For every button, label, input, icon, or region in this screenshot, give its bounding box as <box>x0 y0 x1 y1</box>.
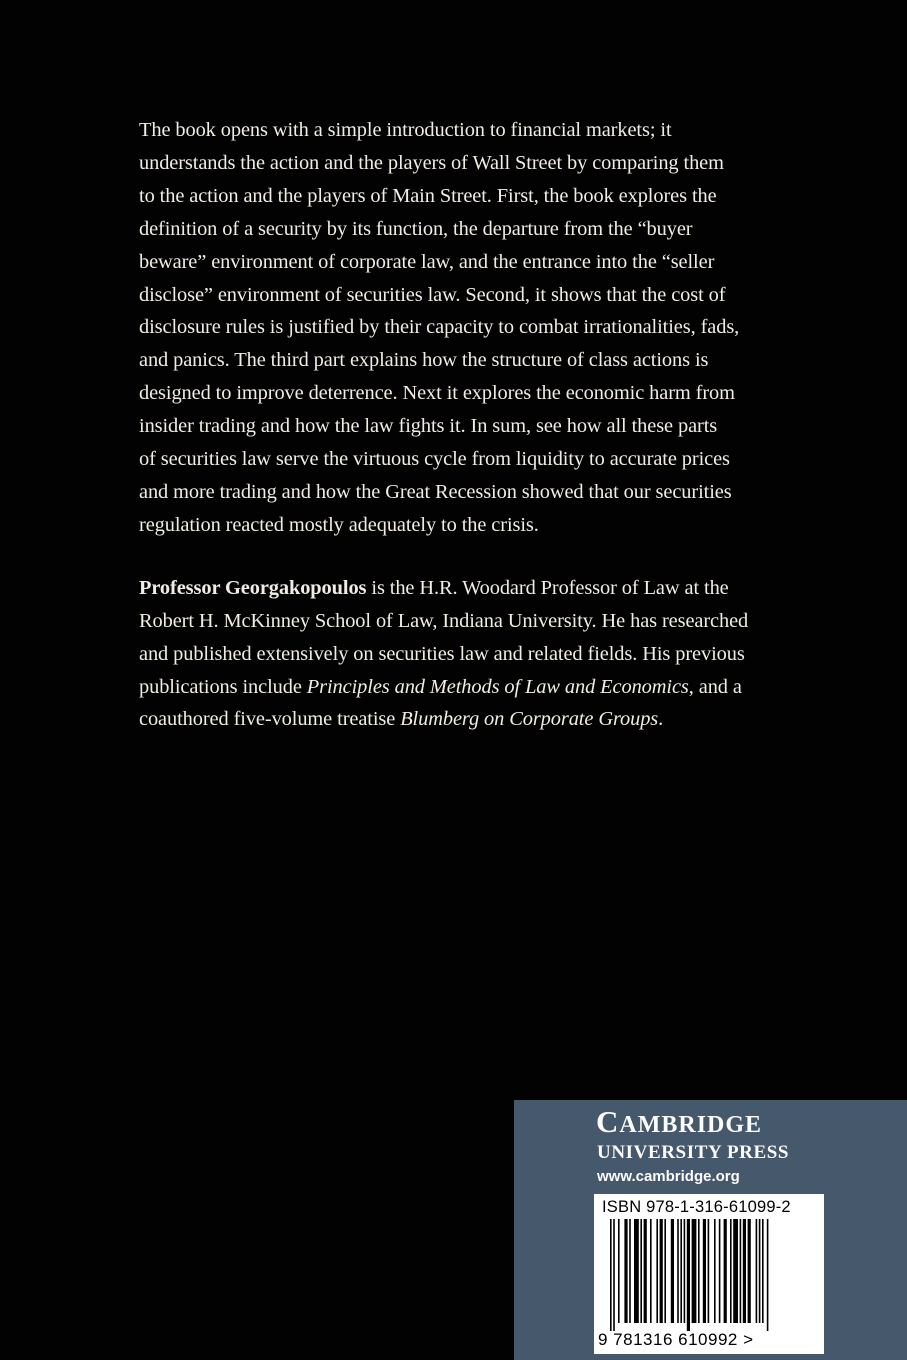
description-line: definition of a security by its function, the departure from the “buyer <box>139 217 693 240</box>
barcode-bar <box>719 1219 721 1323</box>
description-line: understands the action and the players of Wall Street by comparing them <box>139 151 724 174</box>
barcode-bar <box>644 1219 647 1323</box>
barcode-icon <box>600 1219 818 1331</box>
bio-line <box>139 703 799 736</box>
bio-line <box>139 671 799 704</box>
barcode-bar <box>724 1219 727 1323</box>
description-line: The book opens with a simple introduction to financial markets; it <box>139 119 672 141</box>
barcode-bar <box>698 1219 700 1323</box>
barcode-bar <box>680 1219 682 1323</box>
book-title: Blumberg on Corporate Groups <box>400 708 659 731</box>
barcode-bar <box>767 1219 769 1331</box>
description-line: of securities law serve the virtuous cycle from liquidity to accurate prices <box>139 448 730 471</box>
barcode-bar <box>650 1219 652 1323</box>
barcode-bar <box>640 1219 642 1323</box>
barcode-bar <box>692 1219 697 1323</box>
bio-line <box>139 572 799 605</box>
description-line: designed to improve deterrence. Next it explores the economic harm from <box>139 382 735 405</box>
bio-line: and published extensively on securities law and related fields. His previous <box>139 642 745 665</box>
bio-text: coauthored five-volume treatise <box>139 708 401 731</box>
barcode-bar <box>618 1219 620 1323</box>
description-line: and panics. The third part explains how the structure of class actions is <box>139 349 709 372</box>
description-line: to the action and the players of Main Street. First, the book explores the <box>139 184 717 207</box>
barcode-bar <box>733 1219 738 1323</box>
barcode-bar <box>687 1219 690 1331</box>
publisher-initial: C <box>596 1104 620 1139</box>
description-line: regulation reacted mostly adequately to the crisis. <box>139 513 539 536</box>
barcode-bar <box>629 1219 631 1323</box>
barcode-bar <box>743 1219 746 1323</box>
publisher-logo <box>596 1104 762 1140</box>
barcode-label <box>594 1194 824 1354</box>
barcode-bar <box>634 1219 639 1323</box>
description-line: disclosure rules is justified by their capacity to combat irrationalities, fads, <box>139 316 740 339</box>
author-name: Professor Georgakopoulos <box>139 576 367 599</box>
author-bio <box>139 572 799 737</box>
barcode-bar <box>714 1219 716 1323</box>
description-line: beware” environment of corporate law, and the entrance into the “seller <box>139 250 715 273</box>
book-title: Principles and Methods of Law and Economics <box>306 675 689 698</box>
publisher-name: AMBRIDGE <box>619 1112 763 1138</box>
barcode-bar <box>740 1219 742 1323</box>
barcode-bar <box>708 1219 710 1323</box>
back-cover-text <box>139 114 799 736</box>
publisher-panel <box>514 1100 907 1360</box>
book-description <box>139 114 799 542</box>
publisher-subtitle: UNIVERSITY PRESS <box>597 1142 790 1163</box>
bio-text: , and a <box>688 675 742 698</box>
barcode-bar <box>677 1219 679 1323</box>
publisher-url: www.cambridge.org <box>597 1168 740 1185</box>
barcode-bar <box>730 1219 732 1323</box>
barcode-bar <box>671 1219 674 1323</box>
barcode-bar <box>624 1219 627 1323</box>
bio-line: Robert H. McKinney School of Law, Indiana University. He has researched <box>139 609 749 632</box>
barcode-bar <box>613 1219 615 1331</box>
description-line: insider trading and how the law fights it. In sum, see how all these parts <box>139 415 718 438</box>
barcode-bar <box>748 1219 751 1323</box>
barcode-bar <box>610 1219 612 1331</box>
bio-text: . <box>658 708 664 731</box>
barcode-bar <box>660 1219 663 1323</box>
barcode-bar <box>684 1219 686 1323</box>
isbn-text: ISBN 978-1-316-61099-2 <box>602 1198 791 1216</box>
barcode-bar <box>703 1219 706 1323</box>
barcode-digits: 9 781316 610992 > <box>598 1330 754 1349</box>
description-line: and more trading and how the Great Recession showed that our securities <box>139 480 732 503</box>
bio-text: publications include <box>139 675 307 698</box>
barcode-bar <box>762 1219 764 1323</box>
description-line: disclose” environment of securities law. Second, it shows that the cost of <box>139 283 726 306</box>
barcode-bar <box>656 1219 658 1323</box>
barcode-bar <box>664 1219 666 1323</box>
bio-text: is the H.R. Woodard Professor of Law at the <box>366 576 729 599</box>
barcode-bar <box>759 1219 761 1323</box>
barcode-bar <box>756 1219 758 1323</box>
